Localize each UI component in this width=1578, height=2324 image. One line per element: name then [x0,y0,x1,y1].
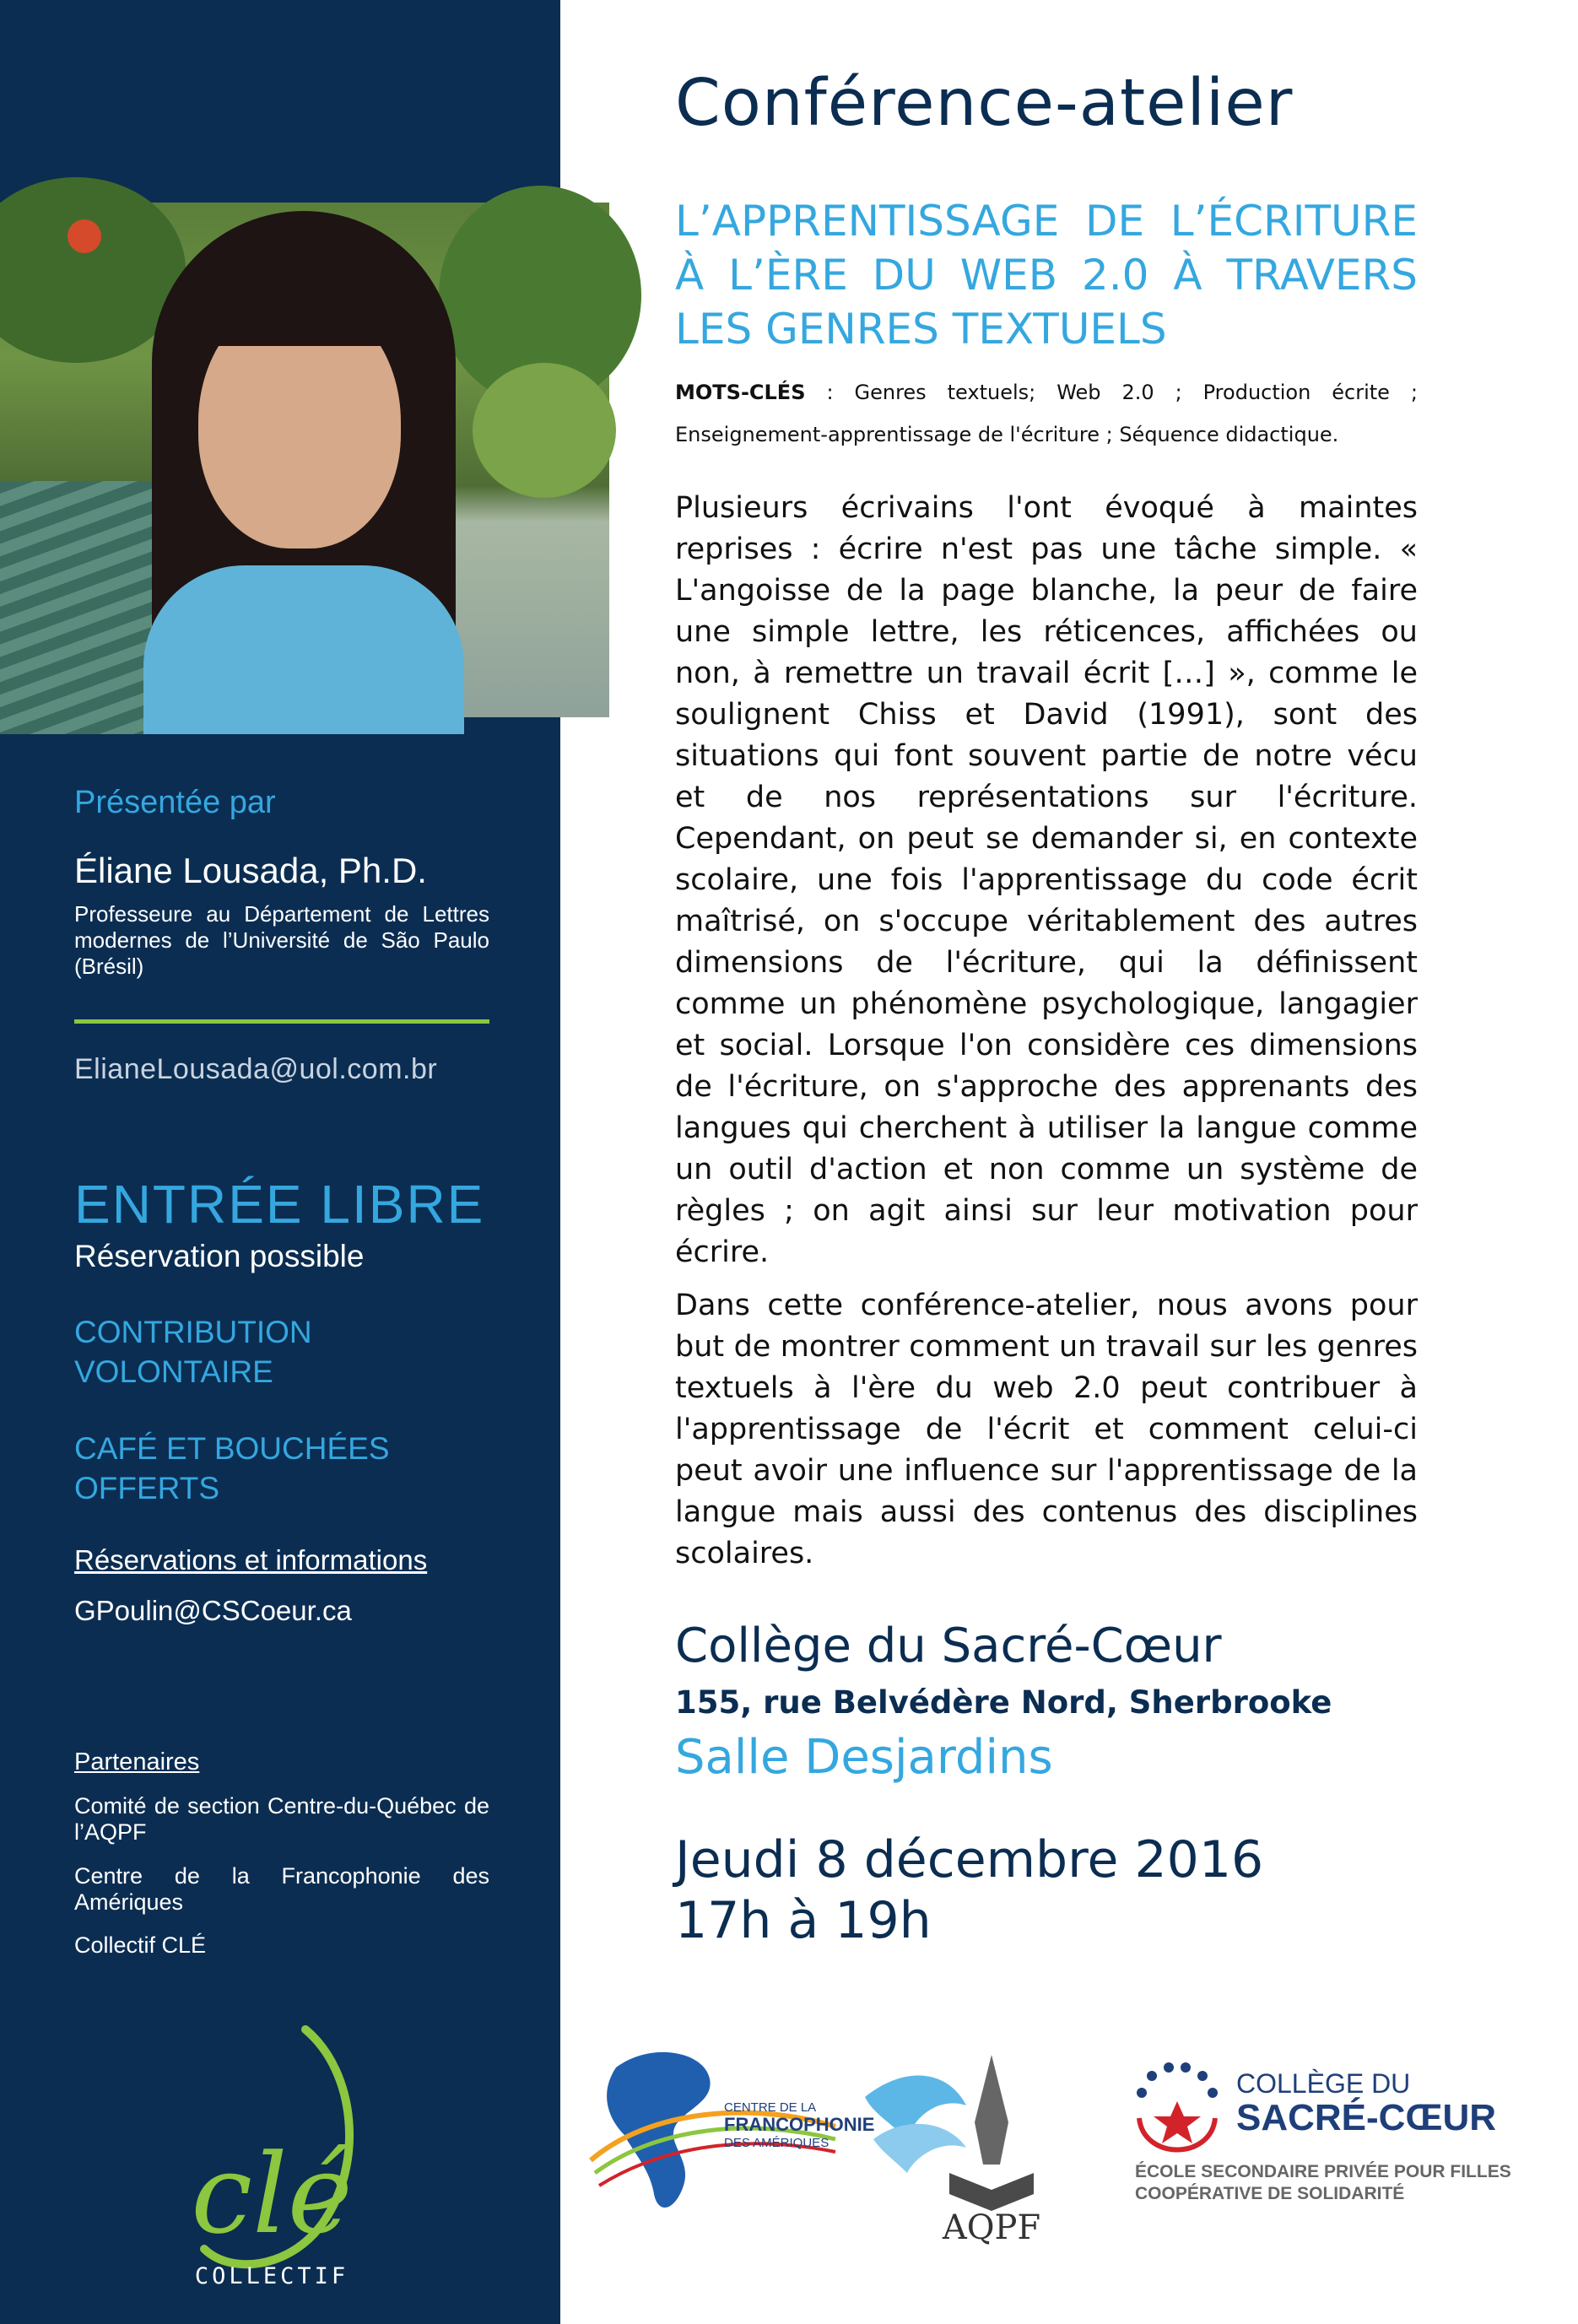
speaker-name: Éliane Lousada, Ph.D. [74,851,427,890]
cafe-line: CAFÉ ET BOUCHÉES [74,1431,390,1466]
csc-text: ÉCOLE SECONDAIRE PRIVÉE POUR FILLES [1135,2162,1511,2181]
partners-label: Partenaires [74,1748,200,1775]
keywords-text: : Genres textuels; Web 2.0 ; Production écrite ; Enseignement-apprentissage de l'écriture ; Séquence didactique. [675,381,1418,446]
partner-item: Comité de section Centre-du-Québec de l’AQPF [74,1793,489,1845]
speaker-email-link[interactable]: ElianeLousada@uol.com.br [74,1053,438,1085]
description [675,488,1418,1586]
free-entry-heading: ENTRÉE LIBRE [74,1174,485,1235]
subtitle-line: À L’ÈRE DU WEB 2.0 À TRAVERS [675,251,1418,300]
event-time: 17h à 19h [675,1891,932,1950]
cfa-text: DES AMÉRIQUES [724,2136,830,2150]
flower [68,219,101,253]
aqpf-logo [857,2046,1101,2247]
cfa-text: CENTRE DE LA [724,2100,817,2115]
reservations-info-label: Réservations et informations [74,1544,428,1575]
divider [74,1019,489,1024]
reservations-email-link[interactable]: GPoulin@CSCoeur.ca [74,1595,352,1626]
event-datetime [675,1829,1263,1951]
collectif-label: COLLECTIF [194,2263,349,2289]
room-name: Salle Desjardins [675,1730,1053,1785]
csc-text: SACRÉ-CŒUR [1236,2097,1496,2138]
cafe-line: OFFERTS [74,1471,219,1505]
csc-text: COLLÈGE DU [1236,2068,1411,2099]
subtitle-line: LES GENRES TEXTUELS [675,305,1167,354]
cfa-text: FRANCOPHONIE [724,2114,875,2135]
voluntary-contribution [74,1312,489,1392]
partner-item: Collectif CLÉ [74,1932,207,1958]
background-foliage [473,363,616,498]
cle-logo-text: clé [191,2130,353,2258]
scarf [143,565,464,734]
aqpf-text: AQPF [942,2208,1041,2247]
venue-name: Collège du Sacré-Cœur [675,1619,1222,1673]
coffee-offered [74,1429,489,1508]
contribution-line: VOLONTAIRE [74,1354,273,1389]
keywords [675,371,1418,456]
reservation-possible: Réservation possible [74,1239,365,1273]
college-sacre-coeur-logo [1127,2059,1515,2228]
speaker-title: Professeure au Département de Lettres modernes de l’Université de São Paulo (Brésil) [74,901,489,979]
contribution-line: CONTRIBUTION [74,1315,312,1349]
centre-francophonie-logo [582,2034,875,2219]
speaker-photo [0,203,609,717]
partner-item: Centre de la Francophonie des Amériques [74,1863,489,1915]
subtitle-line: L’APPRENTISSAGE DE L’ÉCRITURE [675,197,1418,246]
csc-text: COOPÉRATIVE DE SOLIDARITÉ [1135,2184,1405,2203]
event-date: Jeudi 8 décembre 2016 [675,1830,1264,1889]
venue-address: 155, rue Belvédère Nord, Sherbrooke [675,1684,1332,1721]
conference-subtitle [675,194,1418,356]
description-paragraph: Dans cette conférence-atelier, nous avons pour but de montrer comment un travail sur les genres textuels à l'ère du web 2.0 peut contribuer à l'apprentissage de l'écrit et comment celui-ci peut avoir une influence sur l'apprentissage de la langue mais aussi des contenus des disciplines scolaires. [675,1289,1418,1570]
description-paragraph: Plusieurs écrivains l'ont évoqué à maintes reprises : écrire n'est pas une tâche simple. « L'angoisse de la page blanche, la peur de faire une simple lettre, les réticences, affichées ou non, à remettre un travail écrit […] », comme le soulignent Chiss et David (1991), sont des situations qui font souvent partie de notre vécu et de nos représentations sur l'écriture. Cependant, on peut se demander si, en contexte scolaire, une fois l'apprentissage du code écrit maîtrisé, on s'occupe véritablement des autres dimensions de l'écriture, qui la définissent comme un phénomène psychologique, langagier et social. Lorsque l'on considère ces dimensions de l'écriture, on s'approche des apprenants des langues qui cherchent à utiliser la langue comme un outil d'action et non comme un système de règles ; on agit ainsi sur leur motivation pour écrire. [675,491,1418,1269]
collectif-cle-logo [179,2021,365,2291]
keywords-label: MOTS-CLÉS [675,381,806,404]
presented-by-label: Présentée par [74,785,276,820]
page-title: Conférence-atelier [675,66,1294,141]
